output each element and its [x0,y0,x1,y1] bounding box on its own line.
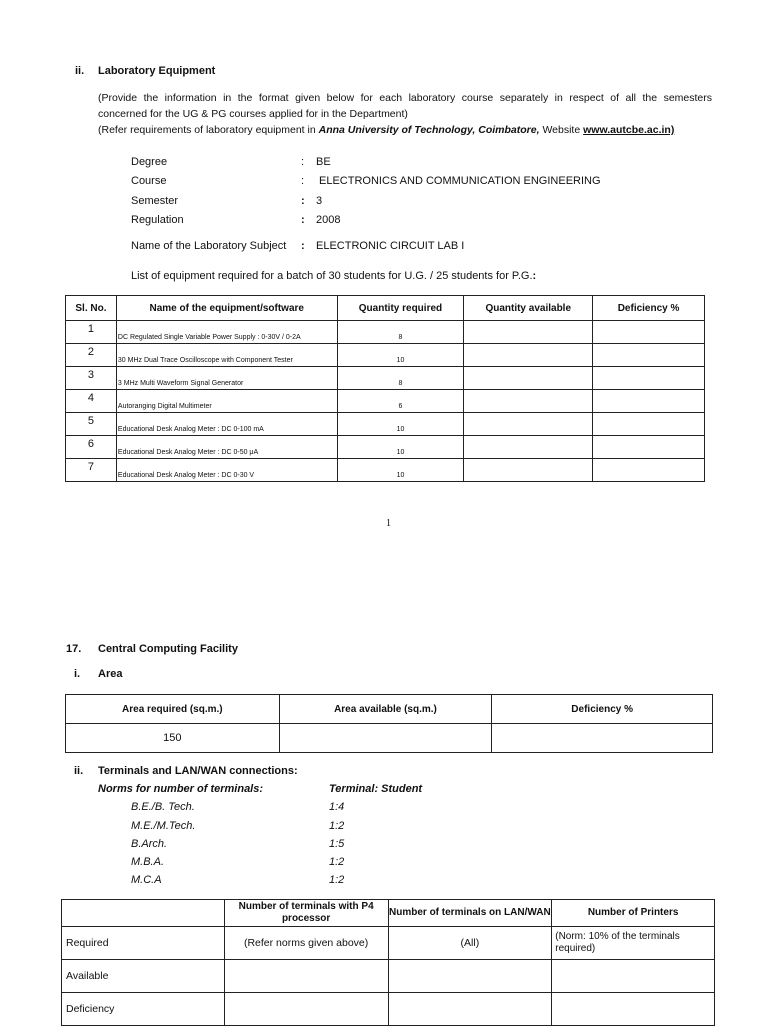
quantity-available-cell[interactable] [464,390,593,413]
quantity-available-cell[interactable] [464,344,593,367]
quantity-available-cell[interactable] [464,413,593,436]
header-area-required: Area required (sq.m.) [66,695,280,724]
lan-available-cell[interactable] [388,960,552,993]
field-colon: : [301,195,305,207]
norm-course: B.Arch. [131,838,168,850]
deficiency-cell[interactable] [593,321,705,344]
quantity-available-cell[interactable] [464,321,593,344]
row-label-required: Required [62,927,225,960]
equipment-name-cell: 30 MHz Dual Trace Oscilloscope with Component Tester [116,344,337,367]
deficiency-cell[interactable] [593,459,705,482]
area-table [65,694,713,753]
header-sl-no: Sl. No. [66,296,117,321]
deficiency-cell[interactable] [593,367,705,390]
quantity-required-cell: 10 [337,413,464,436]
sl-cell: 6 [66,436,117,459]
printers-deficiency-cell[interactable] [552,993,715,1026]
subject-label: Name of the Laboratory Subject [131,240,287,252]
area-section-number: i. [74,668,81,680]
equipment-name-cell: DC Regulated Single Variable Power Supply : 0-30V / 0-2A [116,321,337,344]
instruction-website-label: Website [539,124,584,136]
quantity-required-cell: 10 [337,436,464,459]
norm-course: M.E./M.Tech. [131,820,196,832]
row-label-deficiency: Deficiency [62,993,225,1026]
equipment-name-cell: Autoranging Digital Multimeter [116,390,337,413]
norms-label: Norms for number of terminals: [98,783,264,795]
quantity-available-cell[interactable] [464,459,593,482]
sl-cell: 1 [66,321,117,344]
quantity-required-cell: 10 [337,459,464,482]
norm-course: M.C.A [131,874,162,886]
equipment-table [65,295,705,482]
instruction-line-2: concerned for the UG & PG courses applied for in the Department) [98,108,408,120]
equipment-list-text: List of equipment required for a batch of 30 students for U.G. / 25 students for P.G. [131,270,533,282]
lan-required-cell: (All) [388,927,552,960]
table-row [66,321,705,344]
printers-required-cell: (Norm: 10% of the terminals required) [552,927,715,960]
university-name: Anna University of Technology, Coimbatore, [318,124,540,136]
sl-cell: 4 [66,390,117,413]
header-area-deficiency: Deficiency % [492,695,713,724]
field-value-course: ELECTRONICS AND COMMUNICATION ENGINEERING [319,175,601,187]
instruction-line-1: (Provide the information in the format given below for each laboratory course separately in respect of all the semesters [98,92,712,104]
subject-value: ELECTRONIC CIRCUIT LAB I [316,240,465,252]
norm-ratio: 1:2 [329,874,345,886]
terminals-section-number: ii. [74,765,84,777]
table-row [66,724,713,753]
table-header-row [62,900,715,927]
quantity-available-cell[interactable] [464,436,593,459]
norm-ratio: 1:2 [329,856,345,868]
subject-colon: : [301,240,305,252]
ccf-section-title: Central Computing Facility [98,643,238,655]
table-row [66,390,705,413]
header-terminals-p4: Number of terminals with P4 processor [224,900,388,927]
norm-ratio: 1:4 [329,801,345,813]
quantity-available-cell[interactable] [464,367,593,390]
header-area-available: Area available (sq.m.) [279,695,492,724]
field-value-regulation: 2008 [316,214,341,226]
equipment-name-cell: 3 MHz Multi Waveform Signal Generator [116,367,337,390]
table-row [66,459,705,482]
equipment-list-colon: : [532,270,537,282]
equipment-name-cell: Educational Desk Analog Meter : DC 0-100 mA [116,413,337,436]
area-available-cell[interactable] [279,724,492,753]
header-empty [62,900,225,927]
header-deficiency: Deficiency % [593,296,705,321]
norm-ratio: 1:5 [329,838,345,850]
printers-available-cell[interactable] [552,960,715,993]
field-label-semester: Semester [131,195,179,207]
field-colon: : [301,156,305,168]
page-number: 1 [386,518,391,529]
table-row [62,993,715,1026]
table-row [66,413,705,436]
norm-ratio: 1:2 [329,820,345,832]
table-header-row [66,695,713,724]
table-row [66,344,705,367]
table-row [62,927,715,960]
equipment-list-intro [131,270,536,282]
sl-cell: 7 [66,459,117,482]
deficiency-cell[interactable] [593,413,705,436]
header-quantity-required: Quantity required [337,296,464,321]
lab-section-title: Laboratory Equipment [98,65,216,77]
field-label-course: Course [131,175,167,187]
lab-section-number: ii. [75,65,85,77]
row-label-available: Available [62,960,225,993]
table-row [62,960,715,993]
p4-available-cell[interactable] [224,960,388,993]
terminals-section-title: Terminals and LAN/WAN connections: [98,765,298,777]
terminals-table [61,899,715,1026]
field-colon: : [301,175,305,187]
norm-course: M.B.A. [131,856,165,868]
website-link[interactable]: www.autcbe.ac.in) [583,124,675,136]
field-colon: : [301,214,305,226]
equipment-name-cell: Educational Desk Analog Meter : DC 0-30 V [116,459,337,482]
area-section-title: Area [98,668,123,680]
sl-cell: 3 [66,367,117,390]
area-deficiency-cell[interactable] [492,724,713,753]
sl-cell: 5 [66,413,117,436]
header-terminals-lan: Number of terminals on LAN/WAN [388,900,552,927]
instruction-line-3 [98,124,674,136]
ccf-section-number: 17. [66,643,82,655]
quantity-required-cell: 8 [337,321,464,344]
quantity-required-cell: 6 [337,390,464,413]
header-printers: Number of Printers [552,900,715,927]
area-required-cell: 150 [66,724,280,753]
norm-course: B.E./B. Tech. [131,801,195,813]
field-value-degree: BE [316,156,331,168]
deficiency-cell[interactable] [593,344,705,367]
sl-cell: 2 [66,344,117,367]
field-label-regulation: Regulation [131,214,184,226]
deficiency-cell[interactable] [593,436,705,459]
lan-deficiency-cell[interactable] [388,993,552,1026]
norms-column-header: Terminal: Student [329,783,423,795]
equipment-name-cell: Educational Desk Analog Meter : DC 0-50 μA [116,436,337,459]
header-equipment-name: Name of the equipment/software [116,296,337,321]
instruction-prefix: (Refer requirements of laboratory equipment in [98,124,319,136]
header-quantity-available: Quantity available [464,296,593,321]
table-row [66,436,705,459]
field-label-degree: Degree [131,156,168,168]
deficiency-cell[interactable] [593,390,705,413]
quantity-required-cell: 10 [337,344,464,367]
table-header-row [66,296,705,321]
quantity-required-cell: 8 [337,367,464,390]
p4-deficiency-cell[interactable] [224,993,388,1026]
table-row [66,367,705,390]
field-value-semester: 3 [316,195,323,207]
p4-required-cell: (Refer norms given above) [224,927,388,960]
